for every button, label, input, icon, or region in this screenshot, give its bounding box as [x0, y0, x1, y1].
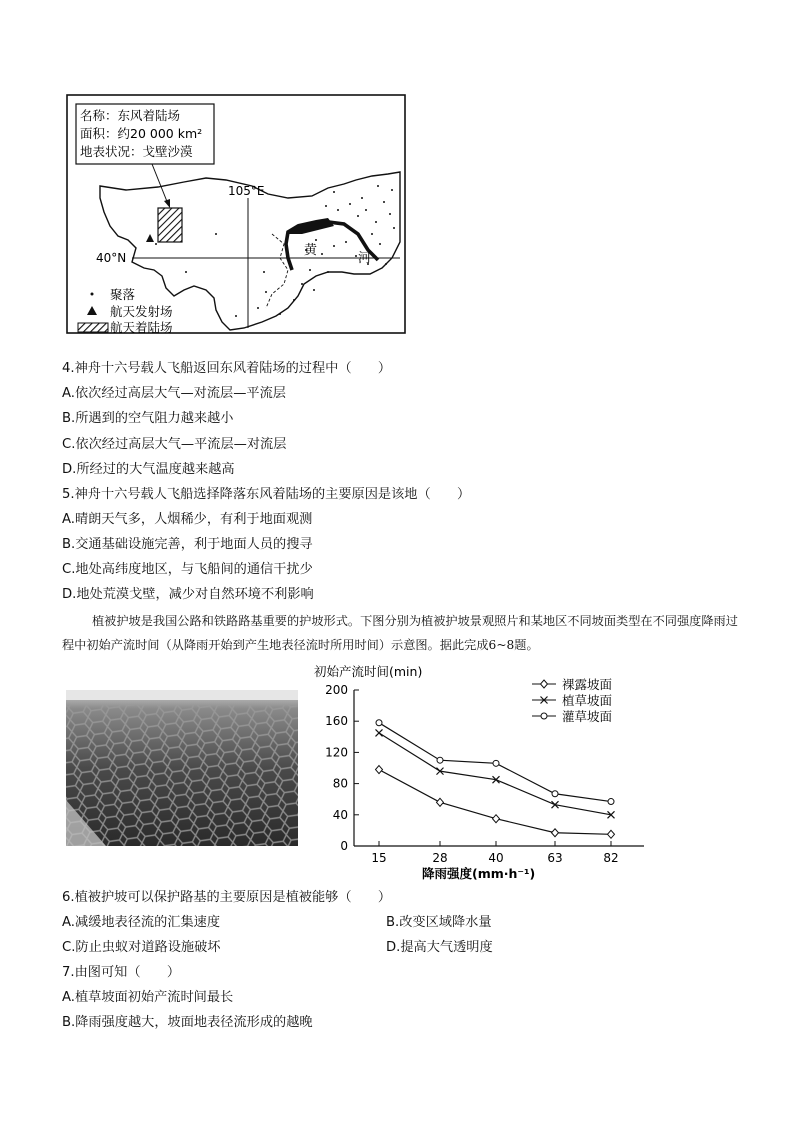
q6-option-c: C.防止虫蚁对道路设施破坏: [62, 940, 221, 955]
q4-option-a: A.依次经过高层大气—对流层—平流层: [62, 386, 286, 401]
legend-label-launch: 航天发射场: [110, 304, 173, 319]
info-surface: 地表状况：戈壁沙漠: [80, 144, 193, 159]
legend-label-landing: 航天着陆场: [110, 320, 173, 334]
diamond-marker: [541, 680, 548, 688]
chart-ylabel: 初始产流时间(min): [314, 664, 423, 679]
diamond-marker: [493, 815, 500, 823]
q4-option-c: C.依次经过高层大气—平流层—对流层: [62, 437, 287, 452]
circle-marker: [608, 799, 614, 805]
dot-icon: [91, 293, 94, 296]
info-area: 面积：约20 000 km²: [80, 126, 203, 141]
diamond-marker: [552, 829, 559, 837]
diamond-marker: [376, 766, 383, 774]
circle-marker: [437, 757, 443, 763]
circle-marker: [376, 720, 382, 726]
chart-xlabel: 降雨强度(mm·h⁻¹): [422, 866, 536, 881]
x-tick-label: 40: [488, 851, 504, 865]
diamond-marker: [437, 798, 444, 806]
q7-option-b: B.降雨强度越大，坡面地表径流形成的越晚: [62, 1015, 313, 1030]
q5-stem: 5.神舟十六号载人飞船选择降落东风着陆场的主要原因是该地（ ）: [62, 487, 471, 502]
q6-stem: 6.植被护坡可以保护路基的主要原因是植被能够（ ）: [62, 890, 392, 905]
info-name: 名称：东风着陆场: [80, 108, 181, 123]
slope-photo: [66, 690, 298, 846]
q5-option-c: C.地处高纬度地区，与飞船间的通信干扰少: [62, 562, 313, 577]
y-tick-label: 80: [332, 776, 348, 791]
q7-option-a: A.植草坡面初始产流时间最长: [62, 990, 234, 1005]
q4-option-d: D.所经过的大气温度越来越高: [62, 462, 235, 477]
q5-option-d: D.地处荒漠戈壁，减少对自然环境不利影响: [62, 587, 314, 602]
circle-marker: [541, 713, 547, 719]
legend-label: 灌草坡面: [562, 709, 613, 724]
map-svg: [66, 94, 406, 334]
lat-label: 40°N: [96, 251, 127, 265]
legend-label: 裸露坡面: [562, 677, 613, 692]
x-tick-label: 82: [603, 851, 619, 865]
x-tick-label: 28: [432, 851, 448, 865]
x-marker: [376, 729, 383, 736]
intro-paragraph: 植被护坡是我国公路和铁路路基重要的护坡形式。下图分别为植被护坡景观照片和某地区不同坡面类型在不同强度降雨过程中初始产流时间（从降雨开始到产生地表径流时所用时间）示意图。据此完成6~8题。: [62, 614, 738, 652]
hatched-rect-icon: [78, 323, 108, 332]
legend-label: 植草坡面: [562, 693, 613, 708]
q4-stem: 4.神舟十六号载人飞船返回东风着陆场的过程中（ ）: [62, 361, 392, 376]
river-char-1: 黄: [304, 243, 318, 258]
q6-option-a: A.减缓地表径流的汇集速度: [62, 915, 221, 930]
x-tick-label: 15: [371, 851, 387, 865]
q4-option-b: B.所遇到的空气阻力越来越小: [62, 411, 234, 426]
y-tick-label: 200: [325, 683, 348, 697]
series-line-2: [379, 733, 611, 815]
y-tick-label: 40: [332, 807, 348, 822]
legend-label-settlement: 聚落: [110, 287, 136, 302]
circle-marker: [552, 791, 558, 797]
chart-svg: [306, 662, 666, 884]
x-tick-label: 63: [547, 851, 563, 865]
diamond-marker: [608, 830, 615, 838]
y-tick-label: 120: [325, 745, 348, 760]
y-tick-label: 160: [325, 714, 348, 729]
runoff-chart: [306, 662, 666, 884]
lon-label: 105°E: [228, 184, 265, 198]
map-figure: [66, 94, 406, 334]
q5-option-a: A.晴朗天气多，人烟稀少，有利于地面观测: [62, 512, 313, 527]
q6-option-b: B.改变区域降水量: [386, 915, 492, 930]
circle-marker: [493, 760, 499, 766]
river-char-2: 河: [358, 251, 372, 266]
q6-option-d: D.提高大气透明度: [386, 940, 493, 955]
q5-option-b: B.交通基础设施完善，利于地面人员的搜寻: [62, 537, 313, 552]
y-tick-label: 0: [340, 839, 348, 853]
landing-site-area: [158, 208, 182, 242]
q7-stem: 7.由图可知（ ）: [62, 965, 181, 980]
